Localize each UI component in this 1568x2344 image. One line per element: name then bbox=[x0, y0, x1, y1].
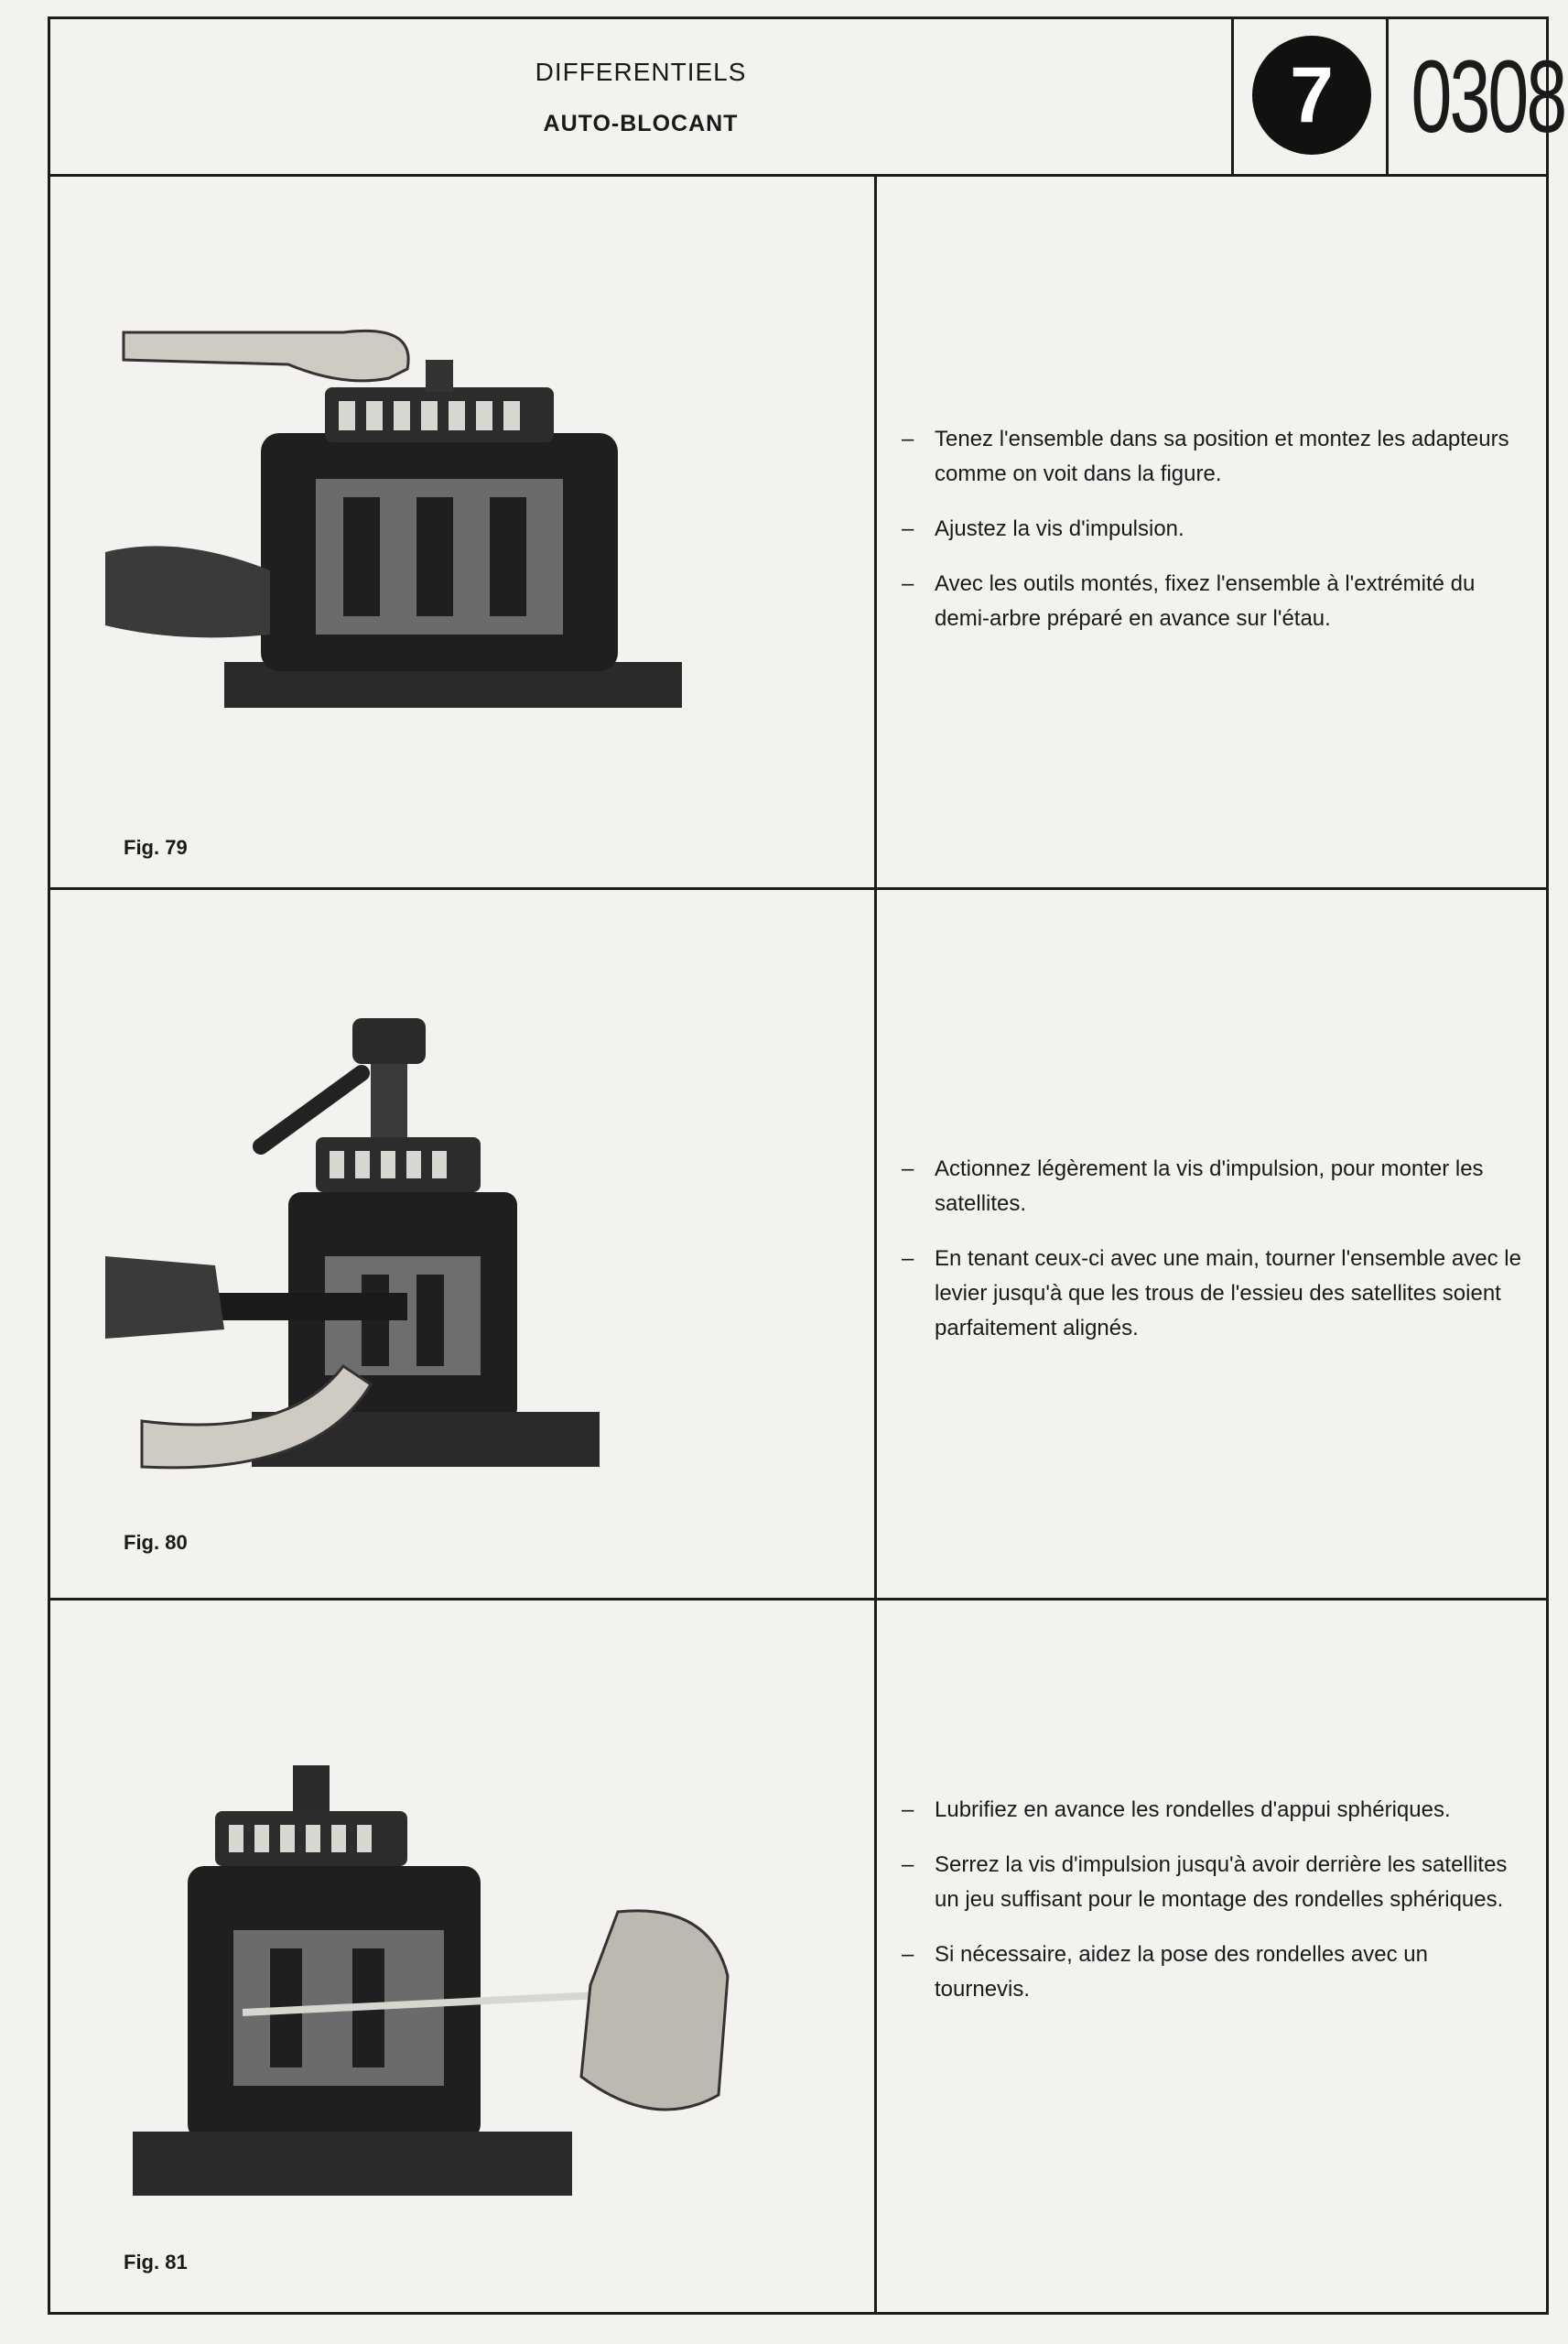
page-subtitle: AUTO-BLOCANT bbox=[543, 111, 739, 136]
page-title: DIFFERENTIELS bbox=[535, 58, 747, 86]
figure-79-illustration bbox=[105, 323, 819, 859]
figure-81-illustration bbox=[105, 1765, 819, 2278]
instruction-item: – Ajustez la vis d'impulsion. bbox=[902, 512, 1524, 547]
instruction-list bbox=[902, 1152, 1524, 1366]
section-row bbox=[50, 177, 1546, 887]
instruction-list bbox=[902, 422, 1524, 657]
section-row bbox=[50, 1601, 1546, 2315]
chapter-badge-box bbox=[1231, 19, 1389, 174]
instruction-item: – En tenant ceux-ci avec une main, tourner l'ensemble avec le levier jusqu'à que les trous de l'essieu des satellites soient parfaitement alignés. bbox=[902, 1242, 1524, 1346]
figure-label: Fig. 79 bbox=[124, 836, 188, 859]
page-code: 0308 bbox=[1411, 39, 1565, 154]
bullet-dash: – bbox=[902, 516, 914, 541]
figure-label: Fig. 80 bbox=[124, 1531, 188, 1554]
bullet-dash: – bbox=[902, 1797, 914, 1822]
instruction-item: – Serrez la vis d'impulsion jusqu'à avoir derrière les satellites un jeu suffisant pour le montage des rondelles sphériques. bbox=[902, 1848, 1524, 1917]
instruction-item: – Tenez l'ensemble dans sa position et montez les adapteurs comme on voit dans la figure. bbox=[902, 422, 1524, 492]
manual-page bbox=[48, 16, 1565, 2315]
instruction-item: – Avec les outils montés, fixez l'ensemble à l'extrémité du demi-arbre préparé en avance sur l'étau. bbox=[902, 567, 1524, 636]
bullet-dash: – bbox=[902, 1156, 914, 1181]
bullet-dash: – bbox=[902, 1942, 914, 1967]
figure-label: Fig. 81 bbox=[124, 2251, 188, 2273]
instruction-list bbox=[902, 1793, 1524, 2027]
bullet-dash: – bbox=[902, 571, 914, 596]
page-header bbox=[50, 19, 1565, 177]
bullet-dash: – bbox=[902, 1852, 914, 1877]
instruction-item: – Si nécessaire, aidez la pose des rondelles avec un tournevis. bbox=[902, 1937, 1524, 2007]
section-row bbox=[50, 890, 1546, 1598]
bullet-dash: – bbox=[902, 427, 914, 451]
chapter-number-badge: 7 bbox=[1252, 36, 1371, 155]
instruction-item: – Lubrifiez en avance les rondelles d'appui sphériques. bbox=[902, 1793, 1524, 1828]
figure-80-illustration bbox=[105, 1018, 819, 1554]
bullet-dash: – bbox=[902, 1246, 914, 1271]
instruction-item: – Actionnez légèrement la vis d'impulsion, pour monter les satellites. bbox=[902, 1152, 1524, 1221]
